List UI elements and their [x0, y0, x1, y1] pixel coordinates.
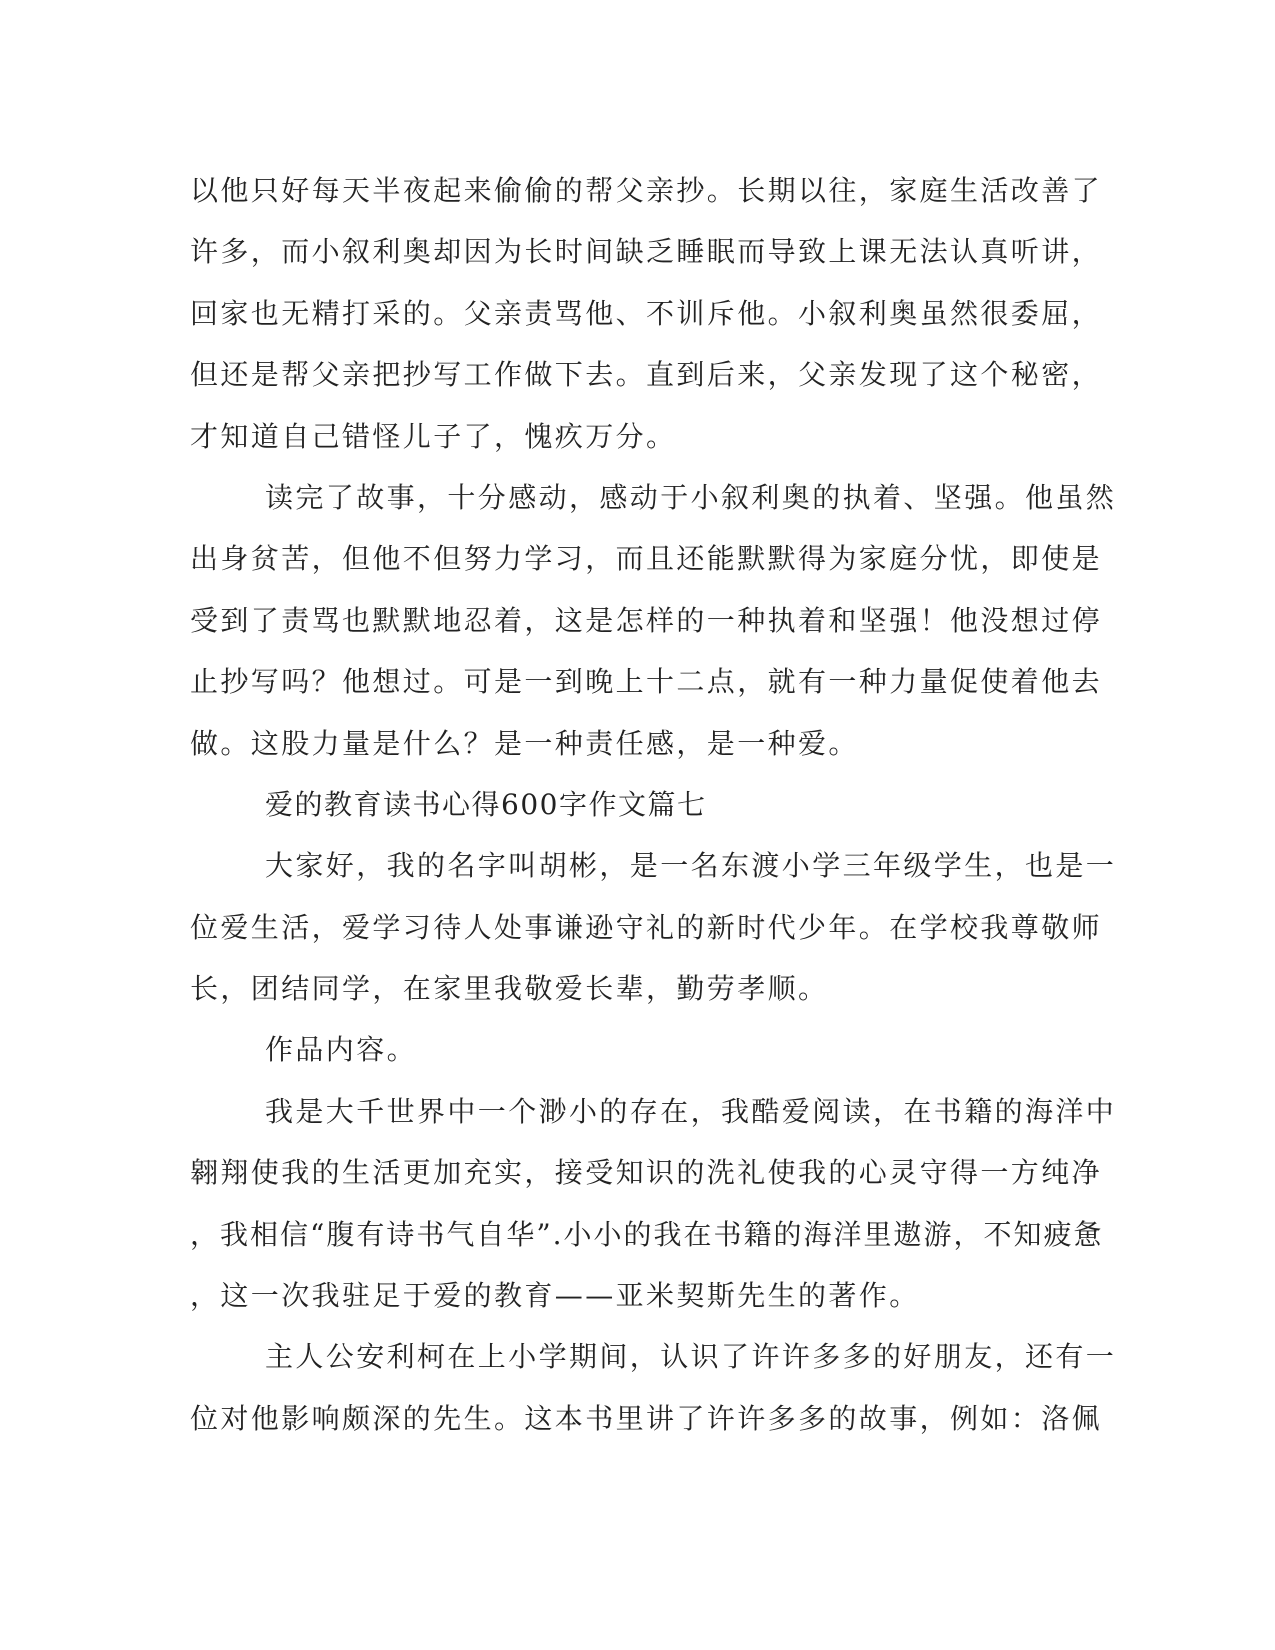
text-line: 长，团结同学，在家里我敬爱长辈，勤劳孝顺。 [190, 972, 829, 1006]
text-line: 以他只好每天半夜起来偷偷的帮父亲抄。长期以往，家庭生活改善了 [190, 174, 1103, 207]
text-line: 止抄写吗？他想过。可是一到晚上十二点，就有一种力量促使着他去 [190, 665, 1103, 699]
text-line: ，我相信“腹有诗书气自华”.小小的我在书籍的海洋里遨游，不知疲惫 [190, 1217, 1104, 1251]
paragraph-first-line: 读完了故事，十分感动，感动于小叙利奥的执着、坚强。他虽然 [265, 480, 1117, 514]
text-line: 位爱生活，爱学习待人处事谦逊守礼的新时代少年。在学校我尊敬师 [190, 910, 1103, 944]
text-line: 做。这股力量是什么？是一种责任感，是一种爱。 [190, 726, 859, 760]
text-line: 才知道自己错怪儿子了，愧疚万分。 [190, 419, 677, 453]
text-line: 位对他影响颇深的先生。这本书里讲了许许多多的故事，例如：洛佩 [190, 1401, 1103, 1435]
paragraph-first-line: 我是大千世界中一个渺小的存在，我酷爱阅读，在书籍的海洋中 [265, 1094, 1117, 1128]
text-line: 但还是帮父亲把抄写工作做下去。直到后来，父亲发现了这个秘密， [190, 358, 1103, 392]
paragraph-first-line: 主人公安利柯在上小学期间，认识了许许多多的好朋友，还有一 [265, 1340, 1117, 1374]
text-line: ，这一次我驻足于爱的教育——亚米契斯先生的著作。 [190, 1279, 920, 1313]
text-line: 翱翔使我的生活更加充实，接受知识的洗礼使我的心灵守得一方纯净 [190, 1156, 1103, 1190]
body-text [190, 160, 1117, 1449]
text-line: 出身贫苦，但他不但努力学习，而且还能默默得为家庭分忧，即使是 [190, 542, 1103, 576]
paragraph-first-line: 大家好，我的名字叫胡彬，是一名东渡小学三年级学生，也是一 [265, 849, 1117, 883]
text-line: 回家也无精打采的。父亲责骂他、不训斥他。小叙利奥虽然很委屈， [190, 296, 1103, 330]
paragraph-first-line: 作品内容。 [265, 1033, 418, 1067]
text-line: 许多，而小叙利奥却因为长时间缺乏睡眠而导致上课无法认真听讲， [190, 235, 1103, 269]
section-heading: 爱的教育读书心得600字作文篇七 [265, 787, 707, 821]
text-line: 受到了责骂也默默地忍着，这是怎样的一种执着和坚强！他没想过停 [190, 603, 1103, 637]
